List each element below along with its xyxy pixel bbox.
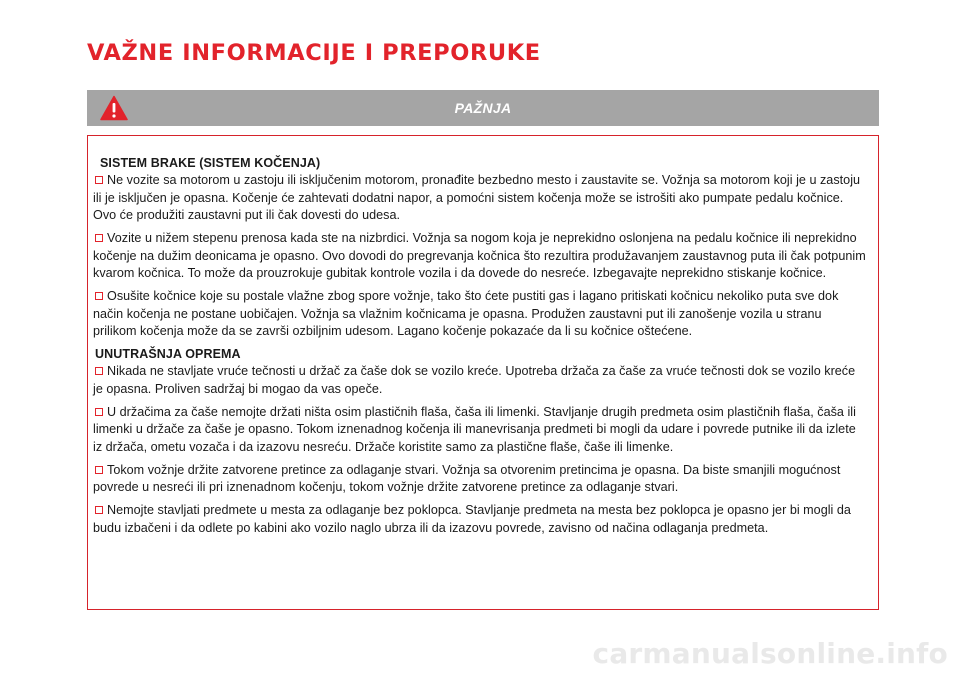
section-heading-interior: UNUTRAŠNJA OPREMA <box>95 347 241 361</box>
checkbox-square-icon <box>95 367 103 375</box>
list-item: Osušite kočnice koje su postale vlažne zbog spore vožnje, tako što ćete pustiti gas i lagano pritiskati kočnicu nekoliko puta sve dok način kočenja ne postane uobičajen. Vožnja sa vlažnim kočnicama je opasna. Produžen zaustavni put ili zanošenje vozila u stranu prilikom kočenja može da se završi ozbiljnim udesom. Lagano kočenje pokazaće da li su kočnice oštećene. <box>93 289 839 338</box>
list-item: Nikada ne stavljate vruće tečnosti u držač za čaše dok se vozilo kreće. Upotreba držača za čaše za vruće tečnosti dok se vozilo kreće je opasna. Proliven sadržaj bi mogao da vas opeče. <box>93 364 856 396</box>
checkbox-square-icon <box>95 234 103 242</box>
warning-header-bar <box>87 90 879 126</box>
checkbox-square-icon <box>95 176 103 184</box>
warning-label: PAŽNJA <box>454 100 512 116</box>
checkbox-square-icon <box>95 408 103 416</box>
page-title: VAŽNE INFORMACIJE I PREPORUKE <box>87 40 541 66</box>
list-item: Tokom vožnje držite zatvorene pretince za odlaganje stvari. Vožnja sa otvorenim pretincima je opasna. Da biste smanjili mogućnost povrede u nesreći ili pri iznenadnom kočenju, tokom vožnje držite zatvorene pretince za odlaganje stvari. <box>93 462 841 494</box>
section-heading-brakes: SISTEM BRAKE (SISTEM KOČENJA) <box>100 156 321 170</box>
list-item: Vozite u nižem stepenu prenosa kada ste na nizbrdici. Vožnja sa nogom koja je neprekidno oslonjena na pedalu kočnice ili neprekidno kočenje na dužim deonicama je opasno. Ovo dovodi do pregrevanja kočnica što rezultira produžavanjem zaustavnog puta ili čak potpunim kvarom kočnica. To može da prouzrokuje gubitak kontrole vozila i da dovede do nesreće. Izbegavajte neprekidno stiskanje kočnice. <box>93 231 866 280</box>
checkbox-square-icon <box>95 506 103 514</box>
watermark: carmanualsonline.info <box>592 637 948 670</box>
list-item: Ne vozite sa motorom u zastoju ili isključenim motorom, pronađite bezbedno mesto i zaustavite se. Vožnja sa motorom koji je u zastoju ili je isključen je opasna. Kočenje će zahtevati dodatni napor, a pomoćni sistem kočenja može se istrošiti ako pumpate pedalu kočnice. Ovo će produžiti zaustavni put ili čak dovesti do udesa. <box>93 173 861 222</box>
list-item: Nemojte stavljati predmete u mesta za odlaganje bez poklopca. Stavljanje predmeta na mesta bez poklopca je opasno jer bi mogli da budu izbačeni i da odlete po kabini ako vozilo naglo ubrza ili da izazovu povrede, zavisno od načina odlaganja predmeta. <box>93 503 851 535</box>
checkbox-square-icon <box>95 466 103 474</box>
list-item: U držačima za čaše nemojte držati ništa osim plastičnih flaša, čaša ili limenki. Stavljanje drugih predmeta osim plastičnih flaša, čaša ili limenki u držače za čaše je opasno. Tokom iznenadnog kočenja ili manevrisanja predmeti bi mogli da udare i povrede putnike ili da izlete iz držača, ometu vozača i da izazovu nesreću. Držače koristite samo za plastične flaše, čaše ili limenke. <box>93 404 856 454</box>
checkbox-square-icon <box>95 292 103 300</box>
warning-content-box <box>87 135 879 610</box>
